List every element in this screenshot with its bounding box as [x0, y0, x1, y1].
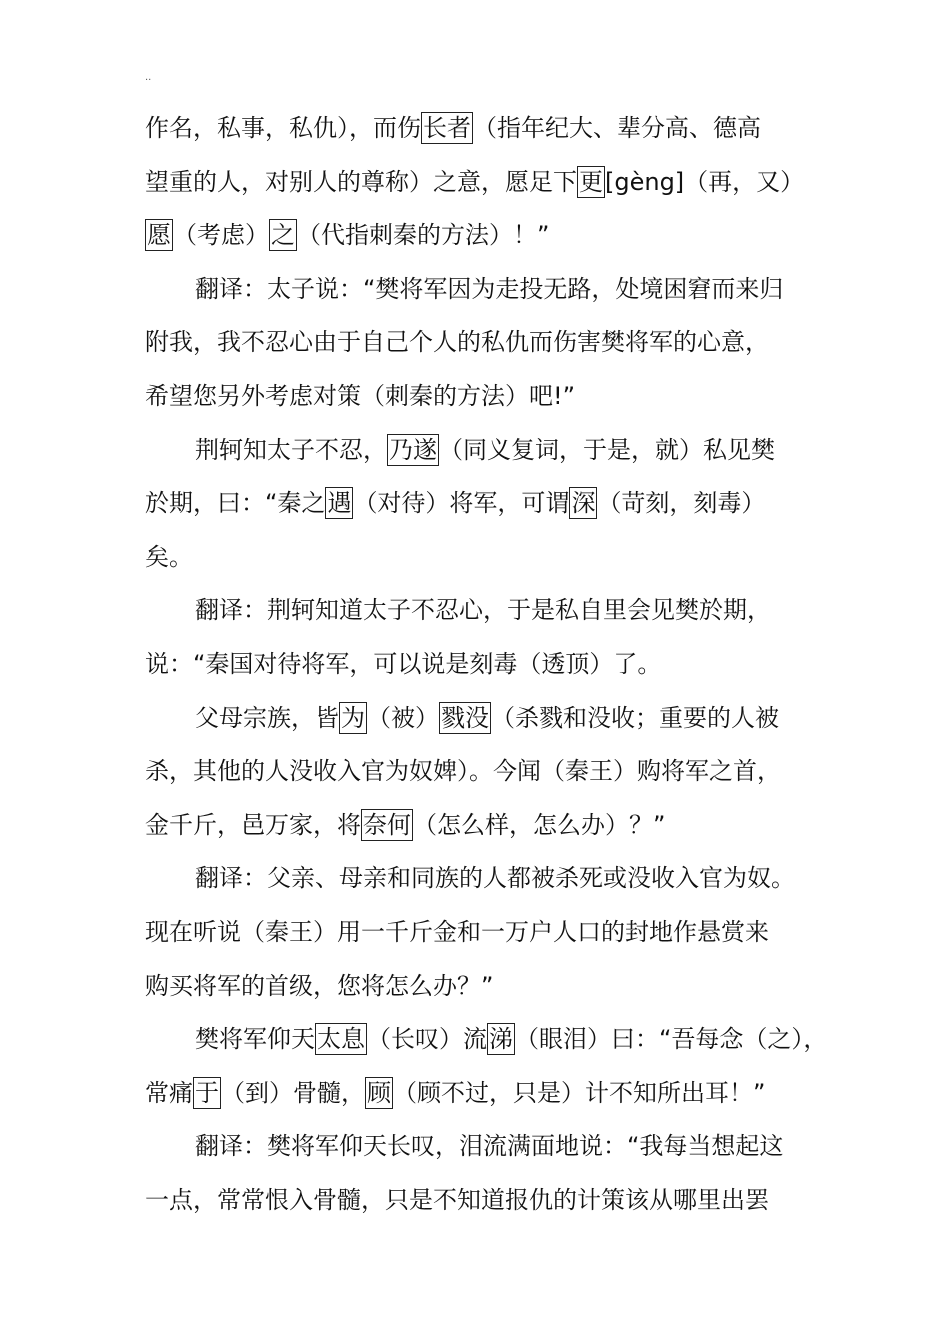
text-segment: [gèng]（再，又） — [605, 167, 805, 196]
text-line — [145, 807, 825, 843]
text-segment: （眼泪）曰：“吾每念（之）， — [515, 1025, 828, 1054]
text-line — [145, 646, 825, 682]
text-line — [145, 753, 825, 789]
text-segment: （长叹）流 — [367, 1025, 487, 1054]
text-line — [145, 1075, 825, 1111]
text-segment: 一点，常常恨入骨髓，只是不知道报仇的计策该从哪里出罢 — [145, 1186, 769, 1214]
text-line — [145, 378, 825, 414]
text-segment: （考虑） — [173, 221, 269, 250]
text-line — [145, 914, 825, 950]
corner-mark: .. — [145, 72, 152, 83]
text-segment: 翻译：荆轲知道太子不忍心，于是私自里会见樊於期， — [195, 596, 771, 625]
text-segment: 附我，我不忍心由于自己个人的私仇而伤害樊将军的心意， — [145, 328, 769, 357]
text-segment: （到）骨髓， — [221, 1078, 365, 1107]
text-line — [145, 110, 825, 146]
text-line — [145, 539, 825, 575]
text-line — [145, 1182, 825, 1218]
text-segment: 现在听说（秦王）用一千斤金和一万户人口的封地作悬赏来 — [145, 918, 769, 946]
boxed-keyword: 深 — [571, 489, 596, 518]
text-segment: 樊将军仰天 — [195, 1025, 315, 1054]
boxed-keyword: 戮没 — [441, 703, 489, 732]
boxed-keyword: 太息 — [317, 1025, 365, 1054]
text-segment: 翻译：太子说：“樊将军因为走投无路，处境困窘而来归 — [195, 274, 784, 303]
text-segment: 望重的人，对别人的尊称）之意，愿足下 — [145, 167, 577, 196]
text-segment: （同义复词，于是，就）私见樊 — [439, 435, 775, 464]
boxed-keyword: 于 — [195, 1078, 219, 1107]
boxed-keyword: 之 — [271, 221, 295, 250]
text-line — [145, 700, 875, 736]
boxed-keyword: 愿 — [147, 221, 171, 250]
text-line — [145, 1128, 875, 1164]
text-segment: （代指刺秦的方法）！” — [297, 221, 550, 250]
text-line — [145, 485, 825, 521]
text-segment: 荆轲知太子不忍， — [195, 435, 387, 464]
text-line — [145, 271, 875, 307]
boxed-keyword: 奈何 — [363, 810, 411, 839]
text-segment: 矣。 — [145, 542, 193, 571]
text-line — [145, 592, 875, 628]
text-segment: 父母宗族，皆 — [195, 703, 339, 732]
boxed-keyword: 遇 — [327, 489, 352, 518]
boxed-keyword: 更 — [579, 167, 603, 196]
text-segment: （对待）将军，可谓 — [353, 489, 570, 518]
text-line — [145, 164, 825, 200]
text-segment: 购买将军的首级，您将怎么办？” — [145, 971, 494, 1000]
text-segment: （杀戮和没收；重要的人被 — [491, 703, 779, 732]
text-line — [145, 968, 825, 1004]
text-line — [145, 217, 825, 253]
text-segment: （苛刻，刻毒） — [597, 489, 766, 518]
text-segment: 杀，其他的人没收入官为奴婢）。今闻（秦王）购将军之首， — [145, 757, 781, 786]
text-segment: 翻译：父亲、母亲和同族的人都被杀死或没收入官为奴。 — [195, 864, 795, 893]
text-segment: 金千斤，邑万家，将 — [145, 810, 361, 839]
text-segment: 常痛 — [145, 1078, 193, 1107]
text-line — [145, 432, 875, 468]
text-segment: 说：“秦国对待将军，可以说是刻毒（透顶）了。 — [145, 650, 662, 678]
text-line — [145, 324, 825, 360]
text-segment: （被） — [367, 703, 439, 732]
text-segment: （指年纪大、辈分高、德高 — [473, 114, 761, 142]
text-segment: 作名，私事，私仇），而伤 — [145, 114, 421, 142]
boxed-keyword: 长者 — [423, 114, 471, 142]
text-segment: 翻译：樊将军仰天长叹，泪流满面地说：“我每当想起这 — [195, 1132, 784, 1161]
text-segment: （顾不过，只是）计不知所出耳！” — [393, 1078, 766, 1107]
text-line — [145, 1021, 875, 1057]
boxed-keyword: 顾 — [367, 1078, 391, 1107]
text-line — [145, 860, 875, 896]
text-segment: （怎么样，怎么办）？” — [413, 810, 666, 839]
boxed-keyword: 乃遂 — [389, 435, 437, 464]
text-segment: 於期，曰：“秦之 — [145, 489, 326, 518]
text-segment: 希望您另外考虑对策（刺秦的方法）吧!” — [145, 382, 576, 410]
boxed-keyword: 涕 — [489, 1025, 513, 1054]
boxed-keyword: 为 — [341, 703, 365, 732]
